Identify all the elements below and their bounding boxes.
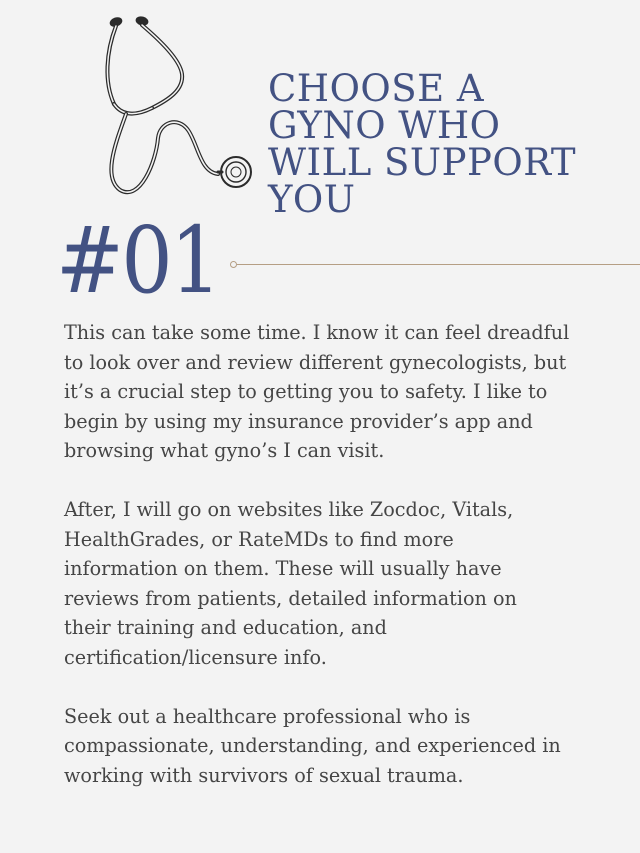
text-line: certification/licensure info. <box>64 645 327 669</box>
text-line: After, I will go on websites like Zocdoc, Vitals, <box>64 498 514 521</box>
title-line: CHOOSE A <box>268 67 485 110</box>
divider-rule <box>237 264 640 265</box>
title-line: GYNO WHO <box>268 104 501 147</box>
text-line: HealthGrades, or RateMDs to find more <box>64 527 454 551</box>
text-line: begin by using my insurance provider’s app and <box>64 409 533 433</box>
text-line: their training and education, and <box>64 616 387 639</box>
text-line: it’s a crucial step to getting you to safety. I like to <box>64 380 548 403</box>
title-line: YOU <box>268 178 356 221</box>
stethoscope-icon <box>96 12 266 202</box>
divider-dot-icon <box>230 261 237 268</box>
paragraph <box>64 702 584 791</box>
text-line: to look over and review different gynecologists, but <box>64 350 567 374</box>
divider-line <box>230 261 640 269</box>
paragraph <box>64 495 584 672</box>
text-line: information on them. These will usually have <box>64 557 502 580</box>
step-number: #01 <box>56 207 219 314</box>
text-line: reviews from patients, detailed information on <box>64 586 517 610</box>
text-line: browsing what gyno’s I can visit. <box>64 439 385 462</box>
text-line: This can take some time. I know it can feel dreadful <box>64 321 570 344</box>
body-text <box>64 318 584 820</box>
title-line: WILL SUPPORT <box>268 141 577 184</box>
text-line: compassionate, understanding, and experienced in <box>64 734 561 757</box>
text-line: working with survivors of sexual trauma. <box>64 763 464 787</box>
paragraph <box>64 318 584 466</box>
page-title <box>268 67 628 221</box>
text-line: Seek out a healthcare professional who is <box>64 704 471 728</box>
